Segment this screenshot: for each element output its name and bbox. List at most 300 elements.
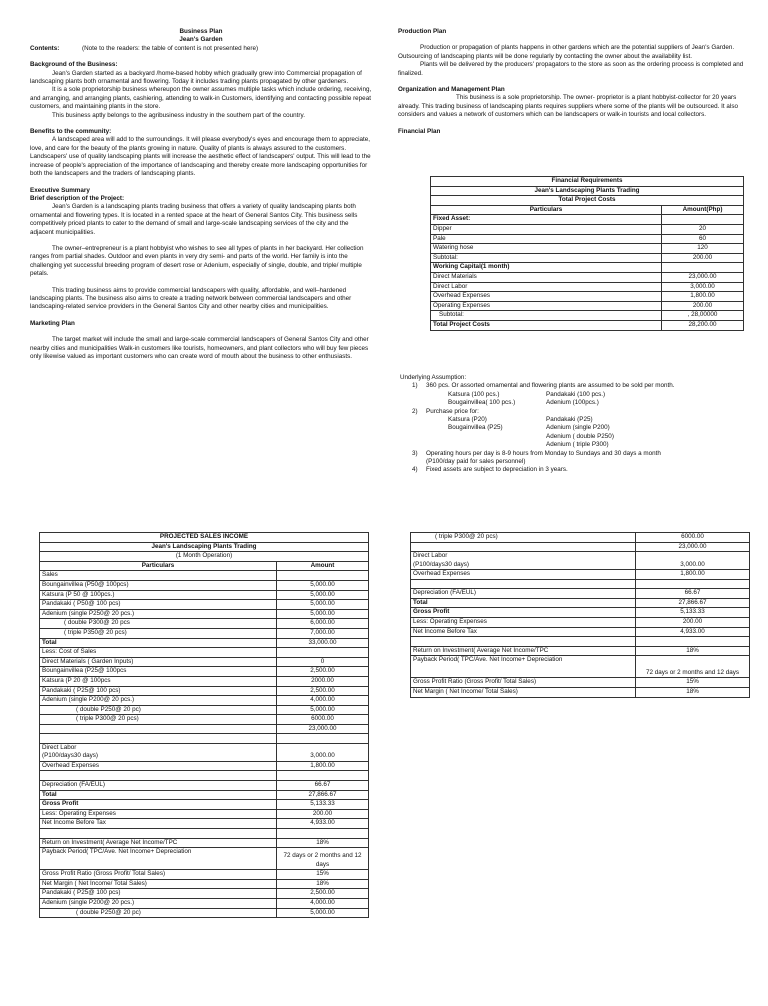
sales-row (40, 571, 369, 581)
fin-row (431, 234, 744, 244)
executive-heading: Executive Summary (30, 186, 90, 194)
sales-row (40, 889, 369, 899)
fin-amount: 60 (662, 234, 744, 244)
fin-label (431, 282, 662, 292)
a2-l1a: Katsura (P20) (448, 416, 487, 424)
marketing-p1: The target market will include the small and large-scale commercial landscapers of General Santos City and other nearby cities and municipalities Walk-in customers like tourists, homeowners, and plant collectors who will buy few pieces only likewise valued as important customers who can create word of mouth about the business to other enthusiasts. (30, 336, 369, 360)
fin-amount: 200.00 (662, 301, 744, 311)
fin-label (431, 320, 662, 330)
sales-amount: 15% (277, 870, 369, 880)
organization-p1: This business is a sole proprietorship. The owner- proprietor is a plant hobbyist-collector for 20 years already. This trading business of landscaping plants requires suppliers where some of the plants will be outsourced. It also considers and values a network of customers which can be landscapers or walk-in tourists and local collectors. (398, 94, 738, 119)
sales-label-text: Payback Period( TPC/Ave. Net Income+ Depreciation (42, 848, 192, 856)
sales-cont-row (411, 608, 750, 618)
sales-label (40, 590, 277, 600)
sales-amount: 2,500.00 (277, 686, 369, 696)
sales-label (40, 819, 277, 829)
sales-amount: 5,000.00 (277, 609, 369, 619)
sales-row (40, 638, 369, 648)
sales-cont-row (411, 589, 750, 599)
sales-label-text: Katsura (P 50 @ 100pcs.) (42, 590, 115, 598)
sales-label (40, 676, 277, 686)
sales-cont-row (411, 687, 750, 697)
sales-row (40, 676, 369, 686)
fin-label-text: Subtotal: (439, 311, 464, 319)
sales-label (40, 724, 277, 734)
assumption-1-text: 360 pcs. Or assorted ornamental and flowering plants are assumed to be sold per month. (426, 382, 675, 390)
contents-note: (Note to the readers: the table of content is not presented here) (82, 44, 259, 52)
sales-label-text: ( triple P300@ 20 pcs) (76, 715, 139, 723)
sales-cont-label (411, 552, 636, 570)
a1-l2a: Bougainvillea( 100 pcs.) (448, 399, 516, 407)
fin-label (431, 215, 662, 225)
sales-amount: 27,866.67 (277, 790, 369, 800)
sales-cont-amount: 15% (636, 678, 750, 688)
fin-label-text: Subtotal: (433, 253, 458, 261)
sales-row (40, 648, 369, 658)
sales-cont-amount: 27,866.67 (636, 598, 750, 608)
sales-cont-label (411, 646, 636, 656)
sales-amount (277, 648, 369, 658)
sales-amount: 2,500.00 (277, 667, 369, 677)
sales-label (40, 879, 277, 889)
sales-label (40, 870, 277, 880)
sales-label (40, 829, 277, 839)
fin-label-text: Pale (433, 234, 446, 242)
fin-row (431, 301, 744, 311)
sales-row (40, 790, 369, 800)
sales-cont-row (411, 570, 750, 580)
sales-amount: 1,800.00 (277, 761, 369, 771)
sales-cont-label-text: Less: Operating Expenses (413, 617, 487, 625)
sales-cont-label (411, 579, 636, 589)
sales-cont-label-text: Net Income Before Tax (413, 627, 477, 635)
sales-label (40, 667, 277, 677)
sales-label-text: Boungainvillea (P50@ 100pcs) (42, 580, 129, 588)
sales-row (40, 580, 369, 590)
sales-cont-row (411, 598, 750, 608)
background-p3: This business aptly belongs to the agribusiness industry in the southern part of the country. (52, 111, 305, 119)
sales-cont-row (411, 678, 750, 688)
sales-cont-label (411, 598, 636, 608)
sales-cont-label-text: Payback Period( TPC/Ave. Net Income+ Depreciation (413, 656, 563, 664)
fin-amount (662, 263, 744, 273)
fin-label (431, 253, 662, 263)
sales-amount: 0 (277, 657, 369, 667)
fin-col-amount: Amount(Php) (662, 205, 744, 215)
sales-cont-label-text: Gross Profit (413, 608, 450, 616)
sales-label-text: Katsura (P 20 @ 100pcs (42, 676, 111, 684)
sales-label (40, 715, 277, 725)
sales-cont-amount: 200.00 (636, 617, 750, 627)
sales-row (40, 899, 369, 909)
fin-amount (662, 215, 744, 225)
sales-label-text: Pandakaki ( P25@ 100 pcs) (42, 889, 121, 897)
sales-cont-row (411, 627, 750, 637)
sales-amount: 2000.00 (277, 676, 369, 686)
sales-label-text: Adenium (single P200@ 20 pcs.) (42, 899, 135, 906)
sales-row (40, 908, 369, 918)
sales-label-text: Net Income Before Tax (42, 819, 106, 827)
sales-row (40, 819, 369, 829)
assumption-1-line-1 (400, 391, 750, 399)
fin-row (431, 263, 744, 273)
sales-label (40, 889, 277, 899)
sales-cont-amount: 66.67 (636, 589, 750, 599)
sales-cont-amount: 3,000.00 (636, 552, 750, 570)
sales-cont-amount: 23,000.00 (636, 542, 750, 552)
background-p1: Jean's Garden started as a backyard /home-based hobby which gradually grew into Commercial propagation of landscaping plants both ornamental and flowering. Today it includes trading plants propagated by other gardeners. (30, 69, 362, 86)
sales-cont-label (411, 533, 636, 543)
sales-amount: 7,000.00 (277, 628, 369, 638)
fin-row (431, 244, 744, 254)
assumption-2-line-3: Adenium ( double P250) (546, 432, 614, 440)
sales-label (40, 809, 277, 819)
assumptions (400, 374, 750, 475)
sales-row (40, 657, 369, 667)
executive-subheading: Brief description of the Project: (30, 194, 125, 202)
fin-label (431, 263, 662, 273)
sales-cont-row (411, 646, 750, 656)
sales-title-2: Jean's Landscaping Plants Trading (40, 542, 369, 552)
contents-label: Contents: (30, 44, 60, 52)
sales-label (40, 771, 277, 781)
assumption-1: 1) 360 pcs. Or assorted ornamental and flowering plants are assumed to be sold per month. (412, 382, 675, 390)
sales-cont-label-text: Depreciation (FA/EUL) (413, 589, 476, 597)
sales-row (40, 829, 369, 839)
sales-label-text: Return on Investment( Average Net Income/TPC (42, 838, 178, 846)
sales-label (40, 838, 277, 848)
background-heading: Background of the Business: (30, 61, 118, 69)
sales-cont-amount: 5,133.33 (636, 608, 750, 618)
sales-cont-amount: 72 days or 2 months and 12 days (636, 656, 750, 678)
sales-label (40, 908, 277, 918)
sales-row (40, 724, 369, 734)
fin-amount: 23,000.00 (662, 272, 744, 282)
sales-col-particulars: Particulars (40, 561, 277, 571)
sales-label (40, 744, 277, 762)
sales-label (40, 848, 277, 870)
contents-row (30, 45, 372, 53)
sales-row (40, 600, 369, 610)
sales-cont-row (411, 637, 750, 647)
fin-title-1: Financial Requirements (431, 177, 744, 187)
sales-row (40, 870, 369, 880)
sales-cont-label (411, 589, 636, 599)
sales-label (40, 781, 277, 791)
sales-cont-label-text: Gross Profit Ratio (Gross Profit/ Total Sales) (413, 678, 537, 686)
projected-sales-table (39, 532, 369, 918)
projected-sales-table-continued (410, 532, 750, 698)
fin-label-text: Direct Labor (433, 282, 468, 290)
fin-amount: 3,000.00 (662, 282, 744, 292)
fin-row (431, 224, 744, 234)
fin-row (431, 282, 744, 292)
sales-amount: 3,000.00 (277, 744, 369, 762)
sales-label (40, 609, 277, 619)
fin-row (431, 320, 744, 330)
sales-label-text: Boungainvillea (P25@ 100pcs (42, 667, 127, 675)
sales-row (40, 590, 369, 600)
assumption-2-line-1 (400, 416, 750, 424)
sales-label-text: ( triple P350@ 20 pcs) (64, 628, 127, 636)
sales-cont-label (411, 608, 636, 618)
sales-amount (277, 829, 369, 839)
sales-label-text: Direct Labor (42, 744, 77, 752)
sales-cont-label-sub: (P100/days30 days) (413, 560, 470, 568)
sales-label (40, 619, 277, 629)
assumption-2: 2) Purchase price for: (412, 407, 479, 415)
sales-cont-row (411, 617, 750, 627)
sales-row (40, 734, 369, 744)
sales-cont-label-text: Direct Labor (413, 552, 448, 560)
a2-l1b: Pandakaki (P25) (546, 416, 593, 424)
sales-label (40, 686, 277, 696)
sales-amount: 5,000.00 (277, 590, 369, 600)
doc-subtitle: Jean's Garden (179, 36, 223, 44)
sales-cont-amount: 18% (636, 687, 750, 697)
sales-row (40, 667, 369, 677)
sales-amount (277, 771, 369, 781)
fin-row (431, 215, 744, 225)
fin-label-text: Watering hose (433, 244, 474, 252)
fin-row (431, 272, 744, 282)
sales-amount: 5,133.33 (277, 800, 369, 810)
sales-row (40, 609, 369, 619)
sales-label-text: ( double P250@ 20 pc) (76, 705, 141, 713)
sales-row (40, 879, 369, 889)
a2-l2a: Bougainvillea (P25) (448, 424, 503, 432)
sales-label-text: ( double P300@ 20 pcs (64, 619, 130, 627)
sales-row (40, 619, 369, 629)
assumption-2-text: Purchase price for: (426, 407, 479, 415)
sales-label (40, 628, 277, 638)
sales-amount: 72 days or 2 months and 12 days (277, 848, 369, 870)
fin-row (431, 292, 744, 302)
sales-label-text: Total (42, 638, 57, 646)
sales-label (40, 790, 277, 800)
sales-row (40, 809, 369, 819)
fin-amount: 200.00 (662, 253, 744, 263)
sales-label (40, 761, 277, 771)
sales-label-text: Adenium (single P250@ 20 pcs.) (42, 609, 135, 617)
left-column (30, 28, 372, 361)
benefits-p1: A landscaped area will add to the surroundings. It will please everybody's eyes and encourage them to appreciate, love, and care for the beauty of the plants growing in nature. Quality of plants is always assured to the customers. Landscapers' use of quality landscaping plants will increase the aesthetic effect of landscapers' output. This will lead to the increase of people's appreciation of the importance of landscaping and thereby create more landscaping opportunities for both the landscapers and the traders of landscaping plants. (30, 136, 371, 178)
sales-cont-label (411, 542, 636, 552)
sales-label-text: Adenium (single P200@ 20 pcs.) (42, 696, 135, 704)
sales-cont-label (411, 570, 636, 580)
fin-amount: 20 (662, 224, 744, 234)
sales-label (40, 705, 277, 715)
sales-amount: 6000.00 (277, 715, 369, 725)
sales-amount: 18% (277, 838, 369, 848)
sales-label (40, 638, 277, 648)
sales-cont-row (411, 533, 750, 543)
sales-cont-label-text: Total (413, 598, 428, 606)
sales-cont-amount (636, 579, 750, 589)
sales-label-text: Direct Materials ( Garden Inputs) (42, 657, 134, 665)
sales-cont-row (411, 579, 750, 589)
sales-label-sub: (P100/days30 days) (42, 752, 99, 760)
marketing-heading: Marketing Plan (30, 319, 75, 327)
sales-amount: 6,000.00 (277, 619, 369, 629)
sales-amount: 200.00 (277, 809, 369, 819)
fin-row (431, 253, 744, 263)
fin-label-text: Operating Expenses (433, 301, 491, 309)
sales-label-text: Less: Cost of Sales (42, 648, 97, 656)
a2-l2b: Adenium (single P200) (546, 424, 610, 432)
sales-row (40, 838, 369, 848)
fin-label-text: Fixed Asset: (433, 215, 471, 223)
fin-amount: 1,800.00 (662, 292, 744, 302)
sales-cont-amount: 1,800.00 (636, 570, 750, 580)
assumption-1-line-2 (400, 399, 750, 407)
sales-label-text: Sales (42, 571, 58, 579)
production-p2: Plants will be delivered by the producers' propagators to the store as soon as the ordering process is completed and finalized. (398, 61, 744, 77)
sales-label-text: Pandakaki ( P50@ 100 pcs) (42, 600, 121, 608)
organization-heading: Organization and Management Plan (398, 86, 505, 94)
sales-amount: 5,000.00 (277, 600, 369, 610)
sales-label (40, 696, 277, 706)
fin-label (431, 301, 662, 311)
sales-amount: 66.67 (277, 781, 369, 791)
sales-cont-row (411, 552, 750, 570)
sales-label (40, 734, 277, 744)
sales-row (40, 744, 369, 762)
fin-row (431, 311, 744, 321)
sales-cont-label (411, 687, 636, 697)
fin-amount: , 28,00000 (662, 311, 744, 321)
fin-amount: 120 (662, 244, 744, 254)
sales-amount: 23,000.00 (277, 724, 369, 734)
sales-row (40, 761, 369, 771)
assumption-4: 4) Fixed assets are subject to depreciation in 3 years. (412, 466, 568, 474)
sales-label (40, 648, 277, 658)
financial-requirements-table (430, 176, 744, 331)
fin-label-text: Direct Materials (433, 272, 477, 280)
sales-cont-label-text: Return on Investment( Average Net Income/TPC (413, 646, 549, 654)
sales-row (40, 696, 369, 706)
sales-amount: 5,000.00 (277, 580, 369, 590)
fin-label-text: Dipper (433, 224, 452, 232)
financial-heading: Financial Plan (398, 127, 441, 135)
fin-label (431, 244, 662, 254)
fin-col-particulars: Particulars (431, 205, 662, 215)
sales-cont-amount: 18% (636, 646, 750, 656)
sales-cont-amount: 4,933.00 (636, 627, 750, 637)
sales-cont-label (411, 656, 636, 678)
fin-label-text: Total Project Costs (433, 320, 490, 328)
sales-label-text: Gross Profit Ratio (Gross Profit/ Total Sales) (42, 870, 166, 878)
sales-amount: 4,933.00 (277, 819, 369, 829)
fin-amount: 28,200.00 (662, 320, 744, 330)
fin-label (431, 292, 662, 302)
sales-amount: 33,000.00 (277, 638, 369, 648)
sales-cont-amount: 6000.00 (636, 533, 750, 543)
sales-label-text: Depreciation (FA/EUL) (42, 781, 105, 789)
sales-label-text: ( double P250@ 20 pc) (76, 908, 141, 916)
sales-cont-label (411, 678, 636, 688)
production-p1: Production or propagation of plants happens in other gardens which are the potential suppliers of Jean's Garden. Outsourcing of landscaping plants will be done regularly by contacting the owner about the availability list. (398, 44, 735, 60)
sales-cont-label-text: Net Margin ( Net Income/ Total Sales) (413, 687, 518, 695)
sales-label (40, 899, 277, 909)
fin-label (431, 224, 662, 234)
assumption-3: 3) Operating hours per day is 8-9 hours from Monday to Sundays and 30 days a month (412, 449, 661, 457)
fin-label (431, 272, 662, 282)
sales-cont-row (411, 656, 750, 678)
sales-cont-label-text: Overhead Expenses (413, 570, 471, 577)
sales-cont-label (411, 617, 636, 627)
sales-label-text: Less: Operating Expenses (42, 809, 116, 817)
sales-col-amount: Amount (277, 561, 369, 571)
assumption-2-line-2 (400, 424, 750, 432)
a1-l1b: Pandakaki (100 pcs.) (546, 390, 606, 398)
sales-label (40, 571, 277, 581)
sales-label (40, 800, 277, 810)
assumption-3b: (P100/day paid for sales personnel) (426, 458, 526, 466)
sales-cont-row (411, 542, 750, 552)
sales-row (40, 705, 369, 715)
sales-amount: 5,000.00 (277, 908, 369, 918)
sales-amount (277, 571, 369, 581)
production-heading: Production Plan (398, 28, 447, 35)
sales-amount: 18% (277, 879, 369, 889)
sales-amount: 2,500.00 (277, 889, 369, 899)
sales-cont-label-text: ( triple P300@ 20 pcs) (435, 533, 498, 540)
fin-label-text: Working Capital(1 month) (433, 263, 510, 271)
sales-label-text: Total (42, 790, 57, 798)
sales-label-text: Gross Profit (42, 800, 79, 808)
sales-row (40, 628, 369, 638)
a1-l2b: Adenium (100pcs.) (546, 399, 599, 407)
assumption-4-text: Fixed assets are subject to depreciation in 3 years. (426, 466, 568, 474)
fin-label-text: Overhead Expenses (433, 292, 491, 300)
sales-row (40, 781, 369, 791)
fin-title-2: Jean's Landscaping Plants Trading (431, 186, 744, 196)
sales-title-1: PROJECTED SALES INCOME (40, 533, 369, 543)
right-column (398, 28, 744, 136)
sales-label (40, 580, 277, 590)
sales-row (40, 771, 369, 781)
sales-row (40, 848, 369, 870)
fin-label (431, 234, 662, 244)
sales-row (40, 800, 369, 810)
sales-cont-amount (636, 637, 750, 647)
sales-amount: 4,000.00 (277, 696, 369, 706)
fin-label (431, 311, 662, 321)
assumption-2-line-4: Adenium ( triple P300) (546, 441, 609, 449)
sales-amount: 5,000.00 (277, 705, 369, 715)
assumption-3-text: Operating hours per day is 8-9 hours from Monday to Sundays and 30 days a month (426, 449, 661, 457)
sales-label-text: Pandakaki ( P25@ 100 pcs) (42, 686, 121, 694)
sales-label-text: Net Margin ( Net Income/ Total Sales) (42, 879, 147, 887)
benefits-heading: Benefits to the community: (30, 128, 112, 136)
sales-row (40, 686, 369, 696)
executive-p3: This trading business aims to provide commercial landscapers with quality, affordable, and well–hardened landscaping plants. The business also aims to create a trading network between commercial landscapers and other landscaping-related service providers in the General Santos City and other nearby cities and municipalities. (30, 286, 352, 311)
sales-label (40, 600, 277, 610)
assumptions-heading: Underlying Assumption: (400, 374, 467, 381)
sales-amount (277, 734, 369, 744)
executive-p1: Jean's Garden is a landscaping plants trading business that offers a variety of quality landscaping plants both ornamental and flowering types. It is located in a rented space at the heart of General Santos City. This business sells competitively priced plants to cater to the demand of small and large-scale landscaping services of the city and the adjacent municipalities. (30, 203, 358, 236)
sales-cont-label (411, 627, 636, 637)
sales-cont-label (411, 637, 636, 647)
doc-title: Business Plan (179, 28, 223, 35)
sales-amount: 4,000.00 (277, 899, 369, 909)
executive-p2: The owner–entrepreneur is a plant hobbyist who wishes to see all types of plants in her backyard. Her collection ranges from partial shades. Outdoor and even plants in very dry semi- and parts of the world. Her family is into the challenging yet successful breeding program of desert rose or Adenium, especially of single, double, and triple/ multiple petals. (30, 244, 364, 278)
sales-row (40, 715, 369, 725)
sales-title-3: (1 Month Operation) (40, 552, 369, 562)
a1-l1a: Katsura (100 pcs.) (448, 390, 500, 398)
sales-label (40, 657, 277, 667)
